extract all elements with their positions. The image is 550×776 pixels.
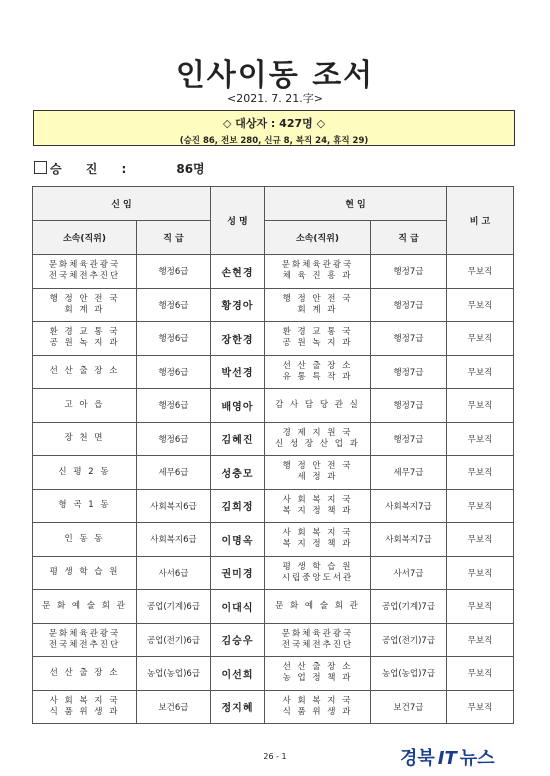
section-heading — [34, 160, 205, 177]
table-row — [33, 422, 514, 456]
header-new-grade: 직 급 — [137, 221, 211, 255]
new-org-cell: 인 동 동 — [33, 523, 137, 557]
table-row — [33, 623, 514, 657]
note-cell: 무보직 — [447, 389, 514, 423]
new-org-cell: 문화체육관광국 전국체전추진단 — [33, 623, 137, 657]
name-cell: 김승우 — [211, 623, 265, 657]
new-org-cell: 신 평 2 동 — [33, 456, 137, 490]
name-cell: 김희정 — [211, 489, 265, 523]
current-org-cell: 평 생 학 습 원 시립중앙도서관 — [265, 556, 371, 590]
table-row — [33, 523, 514, 557]
current-org-cell: 감 사 담 당 관 실 — [265, 389, 371, 423]
checkbox-square-icon — [34, 161, 47, 174]
current-org-cell: 문화체육관광국 체 육 진 흥 과 — [265, 255, 371, 289]
current-grade-cell: 행정7급 — [371, 322, 447, 356]
name-cell: 이명옥 — [211, 523, 265, 557]
header-note: 비 고 — [447, 187, 514, 255]
current-grade-cell: 공업(기계)7급 — [371, 590, 447, 624]
current-grade-cell: 행정7급 — [371, 389, 447, 423]
header-new-org: 소속(직위) — [33, 221, 137, 255]
new-org-cell: 행 정 안 전 국 회 계 과 — [33, 288, 137, 322]
new-org-cell: 평 생 학 습 원 — [33, 556, 137, 590]
current-grade-cell: 세무7급 — [371, 456, 447, 490]
note-cell: 무보직 — [447, 355, 514, 389]
note-cell: 무보직 — [447, 590, 514, 624]
page-number: 26 - 1 — [263, 752, 287, 761]
table-row — [33, 556, 514, 590]
new-org-cell: 선 산 출 장 소 — [33, 657, 137, 691]
table-row — [33, 255, 514, 289]
current-grade-cell: 사회복지7급 — [371, 489, 447, 523]
new-grade-cell: 행정6급 — [137, 288, 211, 322]
name-cell: 성충모 — [211, 456, 265, 490]
table-row — [33, 389, 514, 423]
table-row — [33, 590, 514, 624]
document-title: 인사이동 조서 — [175, 58, 375, 93]
current-grade-cell: 행정7급 — [371, 288, 447, 322]
table-row — [33, 288, 514, 322]
new-grade-cell: 사서6급 — [137, 556, 211, 590]
new-org-cell: 문화체육관광국 전국체전추진단 — [33, 255, 137, 289]
new-org-cell: 형 곡 1 동 — [33, 489, 137, 523]
name-cell: 황경아 — [211, 288, 265, 322]
note-cell: 무보직 — [447, 422, 514, 456]
summary-line-1: ◇ 대상자 : 427명 ◇ — [222, 117, 326, 130]
current-grade-cell: 농업(농업)7급 — [371, 657, 447, 691]
table-row — [33, 355, 514, 389]
current-org-cell: 선 산 출 장 소 유 통 특 작 과 — [265, 355, 371, 389]
current-grade-cell: 보건7급 — [371, 690, 447, 724]
news-logo — [400, 744, 495, 770]
new-grade-cell: 세무6급 — [137, 456, 211, 490]
new-grade-cell: 행정6급 — [137, 255, 211, 289]
table-row — [33, 456, 514, 490]
current-org-cell: 행 정 안 전 국 회 계 과 — [265, 288, 371, 322]
new-grade-cell: 사회복지6급 — [137, 489, 211, 523]
logo-part-2: IT — [437, 748, 457, 769]
name-cell: 권미경 — [211, 556, 265, 590]
new-grade-cell: 사회복지6급 — [137, 523, 211, 557]
new-org-cell: 사 회 복 지 국 식 품 위 생 과 — [33, 690, 137, 724]
header-current-org: 소속(직위) — [265, 221, 371, 255]
new-grade-cell: 행정6급 — [137, 389, 211, 423]
current-org-cell: 행 정 안 전 국 세 정 과 — [265, 456, 371, 490]
header-current: 현 임 — [265, 187, 447, 221]
current-grade-cell: 사서7급 — [371, 556, 447, 590]
note-cell: 무보직 — [447, 657, 514, 691]
current-grade-cell: 사회복지7급 — [371, 523, 447, 557]
table-row — [33, 489, 514, 523]
new-grade-cell: 행정6급 — [137, 322, 211, 356]
note-cell: 무보직 — [447, 456, 514, 490]
summary-box — [33, 110, 515, 146]
name-cell: 이대식 — [211, 590, 265, 624]
current-grade-cell: 공업(전기)7급 — [371, 623, 447, 657]
personnel-table — [32, 186, 514, 724]
document-date: <2021. 7. 21.字> — [227, 92, 323, 105]
note-cell: 무보직 — [447, 489, 514, 523]
current-org-cell: 문화체육관광국 전국체전추진단 — [265, 623, 371, 657]
current-grade-cell: 행정7급 — [371, 355, 447, 389]
note-cell: 무보직 — [447, 255, 514, 289]
section-label: 승 진 : — [50, 162, 137, 176]
logo-part-3: 뉴스 — [459, 748, 495, 769]
current-org-cell: 경 제 지 원 국 신 성 장 산 업 과 — [265, 422, 371, 456]
logo-part-1: 경북 — [400, 748, 435, 769]
note-cell: 무보직 — [447, 690, 514, 724]
new-org-cell: 문 화 예 술 회 관 — [33, 590, 137, 624]
section-count: 86명 — [176, 162, 205, 176]
new-grade-cell: 공업(전기)6급 — [137, 623, 211, 657]
name-cell: 장한경 — [211, 322, 265, 356]
name-cell: 김혜진 — [211, 422, 265, 456]
current-org-cell: 선 산 출 장 소 농 업 정 책 과 — [265, 657, 371, 691]
current-org-cell: 사 회 복 지 국 복 지 정 책 과 — [265, 523, 371, 557]
table-row — [33, 322, 514, 356]
current-org-cell: 사 회 복 지 국 식 품 위 생 과 — [265, 690, 371, 724]
new-org-cell: 장 천 면 — [33, 422, 137, 456]
name-cell: 배영아 — [211, 389, 265, 423]
current-org-cell: 환 경 교 통 국 공 원 녹 지 과 — [265, 322, 371, 356]
header-current-grade: 직 급 — [371, 221, 447, 255]
header-new: 신 임 — [33, 187, 211, 221]
new-grade-cell: 공업(기계)6급 — [137, 590, 211, 624]
note-cell: 무보직 — [447, 322, 514, 356]
new-grade-cell: 행정6급 — [137, 355, 211, 389]
name-cell: 이선희 — [211, 657, 265, 691]
header-name: 성 명 — [211, 187, 265, 255]
current-org-cell: 문 화 예 술 회 관 — [265, 590, 371, 624]
current-grade-cell: 행정7급 — [371, 255, 447, 289]
note-cell: 무보직 — [447, 623, 514, 657]
table-row — [33, 657, 514, 691]
note-cell: 무보직 — [447, 523, 514, 557]
current-grade-cell: 행정7급 — [371, 422, 447, 456]
name-cell: 손현경 — [211, 255, 265, 289]
note-cell: 무보직 — [447, 288, 514, 322]
summary-line-2: (승진 86, 전보 280, 신규 8, 복직 24, 휴직 29) — [179, 136, 369, 146]
new-grade-cell: 농업(농업)6급 — [137, 657, 211, 691]
new-org-cell: 고 아 읍 — [33, 389, 137, 423]
table-row — [33, 690, 514, 724]
note-cell: 무보직 — [447, 556, 514, 590]
new-grade-cell: 보건6급 — [137, 690, 211, 724]
name-cell: 정지혜 — [211, 690, 265, 724]
name-cell: 박선경 — [211, 355, 265, 389]
new-grade-cell: 행정6급 — [137, 422, 211, 456]
new-org-cell: 선 산 출 장 소 — [33, 355, 137, 389]
new-org-cell: 환 경 교 통 국 공 원 녹 지 과 — [33, 322, 137, 356]
current-org-cell: 사 회 복 지 국 복 지 정 책 과 — [265, 489, 371, 523]
